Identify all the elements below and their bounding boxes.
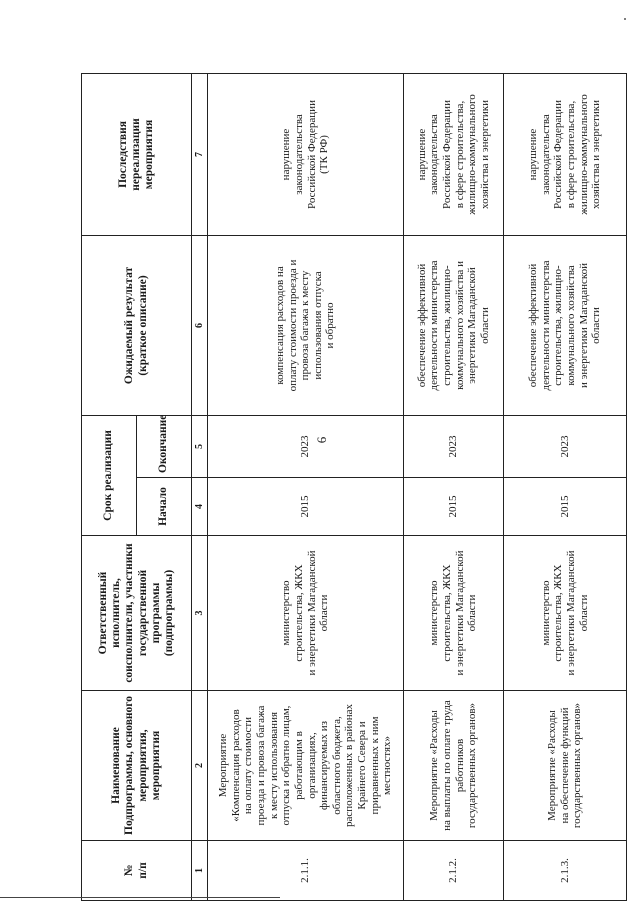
row-number: 2.1.2. <box>404 841 504 901</box>
header-name: Наименование Подпрограммы, основного мероприятия, мероприятия <box>82 691 192 841</box>
column-number: 7 <box>192 73 208 235</box>
column-number: 4 <box>192 478 208 536</box>
header-consequences: Последствия нереализации мероприятия <box>82 73 192 235</box>
page-number: 6 <box>314 436 329 444</box>
column-number-row <box>192 73 208 900</box>
column-number: 2 <box>192 691 208 841</box>
header-result: Ожидаемый результат (краткое описание) <box>82 235 192 415</box>
column-number: 6 <box>192 235 208 415</box>
column-number: 3 <box>192 536 208 691</box>
table-row <box>208 73 404 900</box>
rotated-table-frame <box>81 74 626 901</box>
responsible-executor: министерство строительства, ЖКХ и энергетики Магаданской области <box>404 536 504 691</box>
header-end: Окончание <box>137 415 192 477</box>
expected-result: обеспечение эффективной деятельности министерства строительства, жилищно- коммунального хозяйства и энергетики Магаданской области <box>404 235 504 415</box>
non-implementation-consequences: нарушение законодательства Российской Федерации в сфере строительства, жилищно-коммунального хозяйства и энергетики <box>504 73 627 235</box>
measure-name: Мероприятие «Расходы на выплаты по оплате труда работников государственных органов» <box>404 691 504 841</box>
scan-bottom-rule <box>0 897 280 898</box>
row-number: 2.1.3. <box>504 841 627 901</box>
measure-name: Мероприятие «Компенсация расходов на оплату стоимости проезда и провоза багажа к месту использования отпуска и обратно лицам, работающим в организациях, финансируемых из областного бюджета, расположенных в районах Крайнего Севера и приравненных к ним местностях» <box>208 691 404 841</box>
table-row <box>504 73 627 900</box>
measures-table <box>81 73 627 901</box>
start-year: 2015 <box>504 478 627 536</box>
end-year: 2023 <box>404 415 504 477</box>
end-year: 2023 <box>504 415 627 477</box>
header-start: Начало <box>137 478 192 536</box>
responsible-executor: министерство строительства, ЖКХ и энергетики Магаданской области <box>208 536 404 691</box>
header-num: № п/п <box>82 841 192 901</box>
column-number: 5 <box>192 415 208 477</box>
measure-name: Мероприятие «Расходы на обеспечение функций государственных органов» <box>504 691 627 841</box>
table-row <box>404 73 504 900</box>
start-year: 2015 <box>208 478 404 536</box>
non-implementation-consequences: нарушение законодательства Российской Федерации в сфере строительства, жилищно-коммунального хозяйства и энергетики <box>404 73 504 235</box>
expected-result: обеспечение эффективной деятельности министерства строительства, жилищно- коммунального хозяйства и энергетики Магаданской области <box>504 235 627 415</box>
header-period: Срок реализации <box>82 415 137 535</box>
header-responsible: Ответственный исполнитель, соисполнители, участники государственной программы (подпрограммы) <box>82 536 192 691</box>
start-year: 2015 <box>404 478 504 536</box>
expected-result: компенсация расходов на оплату стоимости проезда и провоза багажа к месту использования отпуска и обратно <box>208 235 404 415</box>
end-year: 2023 <box>208 415 404 477</box>
non-implementation-consequences: нарушение законодательства Российской Федерации (ТК РФ) <box>208 73 404 235</box>
column-number: 1 <box>192 841 208 901</box>
scan-speck <box>624 18 626 20</box>
row-number: 2.1.1. <box>208 841 404 901</box>
responsible-executor: министерство строительства, ЖКХ и энергетики Магаданской области <box>504 536 627 691</box>
